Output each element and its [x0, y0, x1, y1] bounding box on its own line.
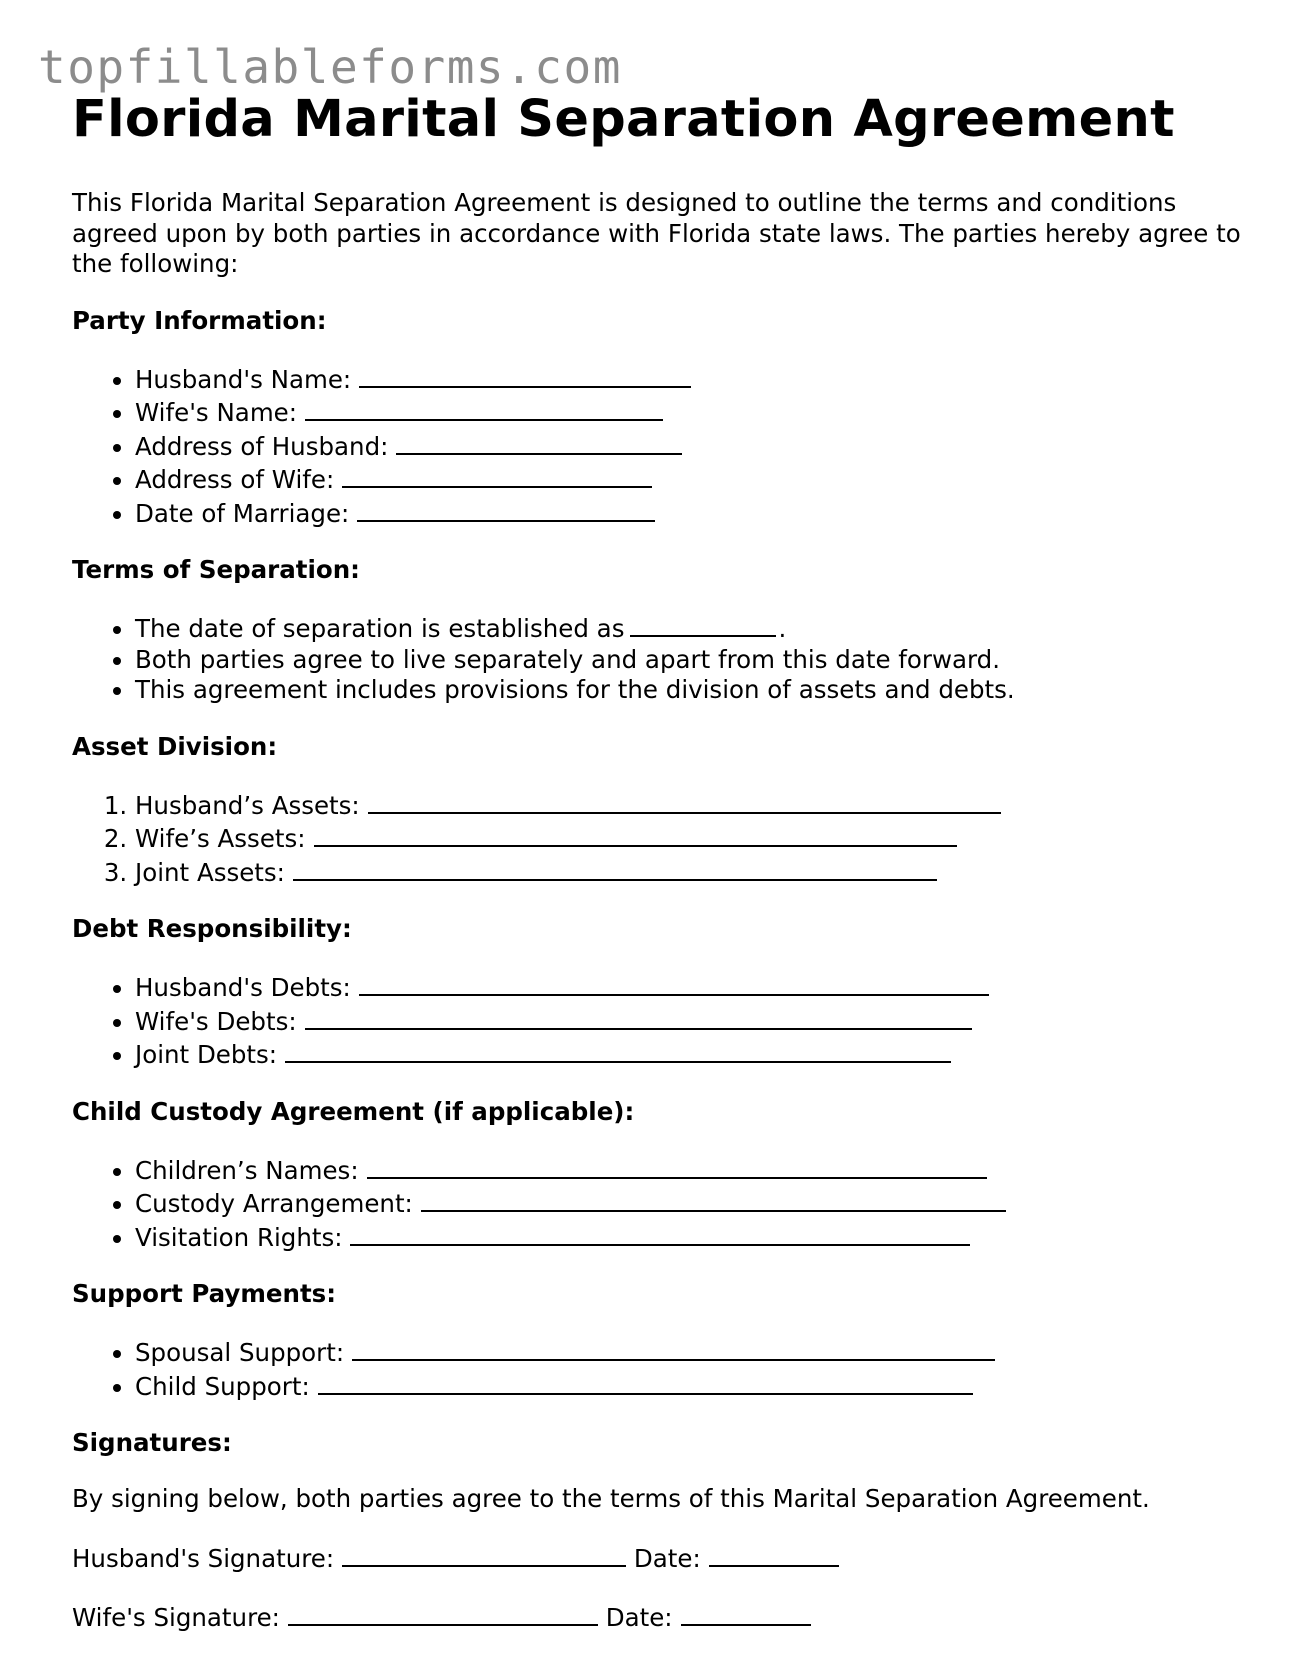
wife-assets-field[interactable] — [314, 821, 957, 847]
support-payments-heading: Support Payments: — [72, 1279, 337, 1308]
list-item — [135, 970, 1242, 1004]
list-item — [135, 821, 1242, 855]
list-item — [135, 462, 1242, 496]
list-item — [135, 1186, 1242, 1220]
list-item — [135, 1153, 1242, 1187]
children-names-field[interactable] — [367, 1153, 987, 1179]
husband-signature-row — [72, 1541, 1242, 1575]
husband-signature-label: Husband's Signature: — [72, 1543, 335, 1573]
list-item — [135, 496, 1242, 530]
visitation-rights-field[interactable] — [350, 1220, 970, 1246]
custody-arrangement-label: Custody Arrangement: — [135, 1189, 413, 1218]
list-item — [135, 395, 1242, 429]
wife-address-label: Address of Wife: — [135, 465, 335, 494]
wife-name-field[interactable] — [305, 395, 663, 421]
husband-address-label: Address of Husband: — [135, 431, 389, 461]
terms-of-separation-heading: Terms of Separation: — [72, 555, 360, 584]
list-item — [135, 1004, 1242, 1038]
list-item: • Both parties agree to live separately and apart from this date forward. — [135, 645, 1242, 676]
spousal-support-field[interactable] — [352, 1335, 995, 1361]
wife-date-label: Date: — [605, 1603, 673, 1632]
list-item — [135, 788, 1242, 822]
husband-debts-field[interactable] — [359, 970, 989, 996]
husband-name-label: Husband's Name: — [135, 364, 352, 394]
list-item — [135, 1335, 1242, 1369]
joint-assets-label: Joint Assets: — [135, 857, 285, 887]
asset-division-heading: Asset Division: — [72, 731, 278, 761]
husband-assets-field[interactable] — [368, 788, 1001, 814]
list-item — [135, 362, 1242, 396]
wife-signature-label: Wife's Signature: — [72, 1603, 280, 1632]
wife-signature-row — [72, 1600, 1242, 1634]
husband-name-field[interactable] — [359, 362, 691, 388]
signatures-heading: Signatures: — [72, 1428, 232, 1457]
joint-assets-field[interactable] — [293, 855, 937, 881]
list-item — [135, 429, 1242, 463]
debt-responsibility-list — [72, 970, 1242, 1071]
list-item — [135, 855, 1242, 889]
party-information-heading: Party Information: — [72, 305, 327, 335]
husband-date-label: Date: — [633, 1543, 701, 1573]
list-item — [135, 1369, 1242, 1403]
husband-debts-label: Husband's Debts: — [135, 973, 351, 1002]
spousal-support-label: Spousal Support: — [135, 1338, 345, 1367]
asset-division-list — [72, 788, 1242, 889]
separation-date-text: The date of separation is established as — [135, 614, 625, 643]
husband-date-field[interactable] — [709, 1541, 839, 1567]
wife-assets-label: Wife’s Assets: — [135, 824, 306, 853]
terms-of-separation-list — [72, 611, 1242, 706]
list-item — [135, 611, 1242, 645]
list-item — [135, 1037, 1242, 1071]
marriage-date-label: Date of Marriage: — [135, 498, 350, 528]
intro-paragraph: This Florida Marital Separation Agreement is designed to outline the terms and conditions agreed upon by both parties in accordance with Florida state laws. The parties hereby agree to the following: — [72, 188, 1241, 278]
support-payments-list — [72, 1335, 1242, 1402]
child-custody-heading: Child Custody Agreement (if applicable): — [72, 1096, 635, 1126]
wife-signature-field[interactable] — [288, 1600, 598, 1626]
document-title: Florida Marital Separation Agreement — [72, 90, 1175, 149]
wife-address-field[interactable] — [342, 462, 652, 488]
list-item — [135, 1220, 1242, 1254]
watermark: topfillableforms.com — [38, 40, 622, 94]
document-page — [72, 90, 1242, 1634]
separation-date-field[interactable] — [630, 611, 776, 637]
debt-responsibility-heading: Debt Responsibility: — [72, 914, 352, 943]
custody-arrangement-field[interactable] — [421, 1186, 1006, 1212]
list-item: • This agreement includes provisions for the division of assets and debts. — [135, 675, 1242, 706]
wife-date-field[interactable] — [681, 1600, 811, 1626]
husband-signature-field[interactable] — [342, 1541, 626, 1567]
wife-debts-field[interactable] — [305, 1004, 972, 1030]
husband-assets-label: Husband’s Assets: — [135, 790, 360, 820]
joint-debts-label: Joint Debts: — [135, 1040, 278, 1069]
wife-name-label: Wife's Name: — [135, 398, 298, 427]
party-information-list — [72, 362, 1242, 530]
child-support-label: Child Support: — [135, 1371, 310, 1401]
signatures-statement: By signing below, both parties agree to the terms of this Marital Separation Agreement. — [72, 1484, 1150, 1513]
separation-date-period: . — [778, 614, 787, 643]
child-support-field[interactable] — [318, 1369, 973, 1395]
visitation-rights-label: Visitation Rights: — [135, 1222, 343, 1252]
wife-debts-label: Wife's Debts: — [135, 1006, 297, 1036]
joint-debts-field[interactable] — [285, 1037, 951, 1063]
children-names-label: Children’s Names: — [135, 1155, 359, 1185]
husband-address-field[interactable] — [396, 429, 682, 455]
child-custody-list — [72, 1153, 1242, 1254]
marriage-date-field[interactable] — [357, 496, 655, 522]
